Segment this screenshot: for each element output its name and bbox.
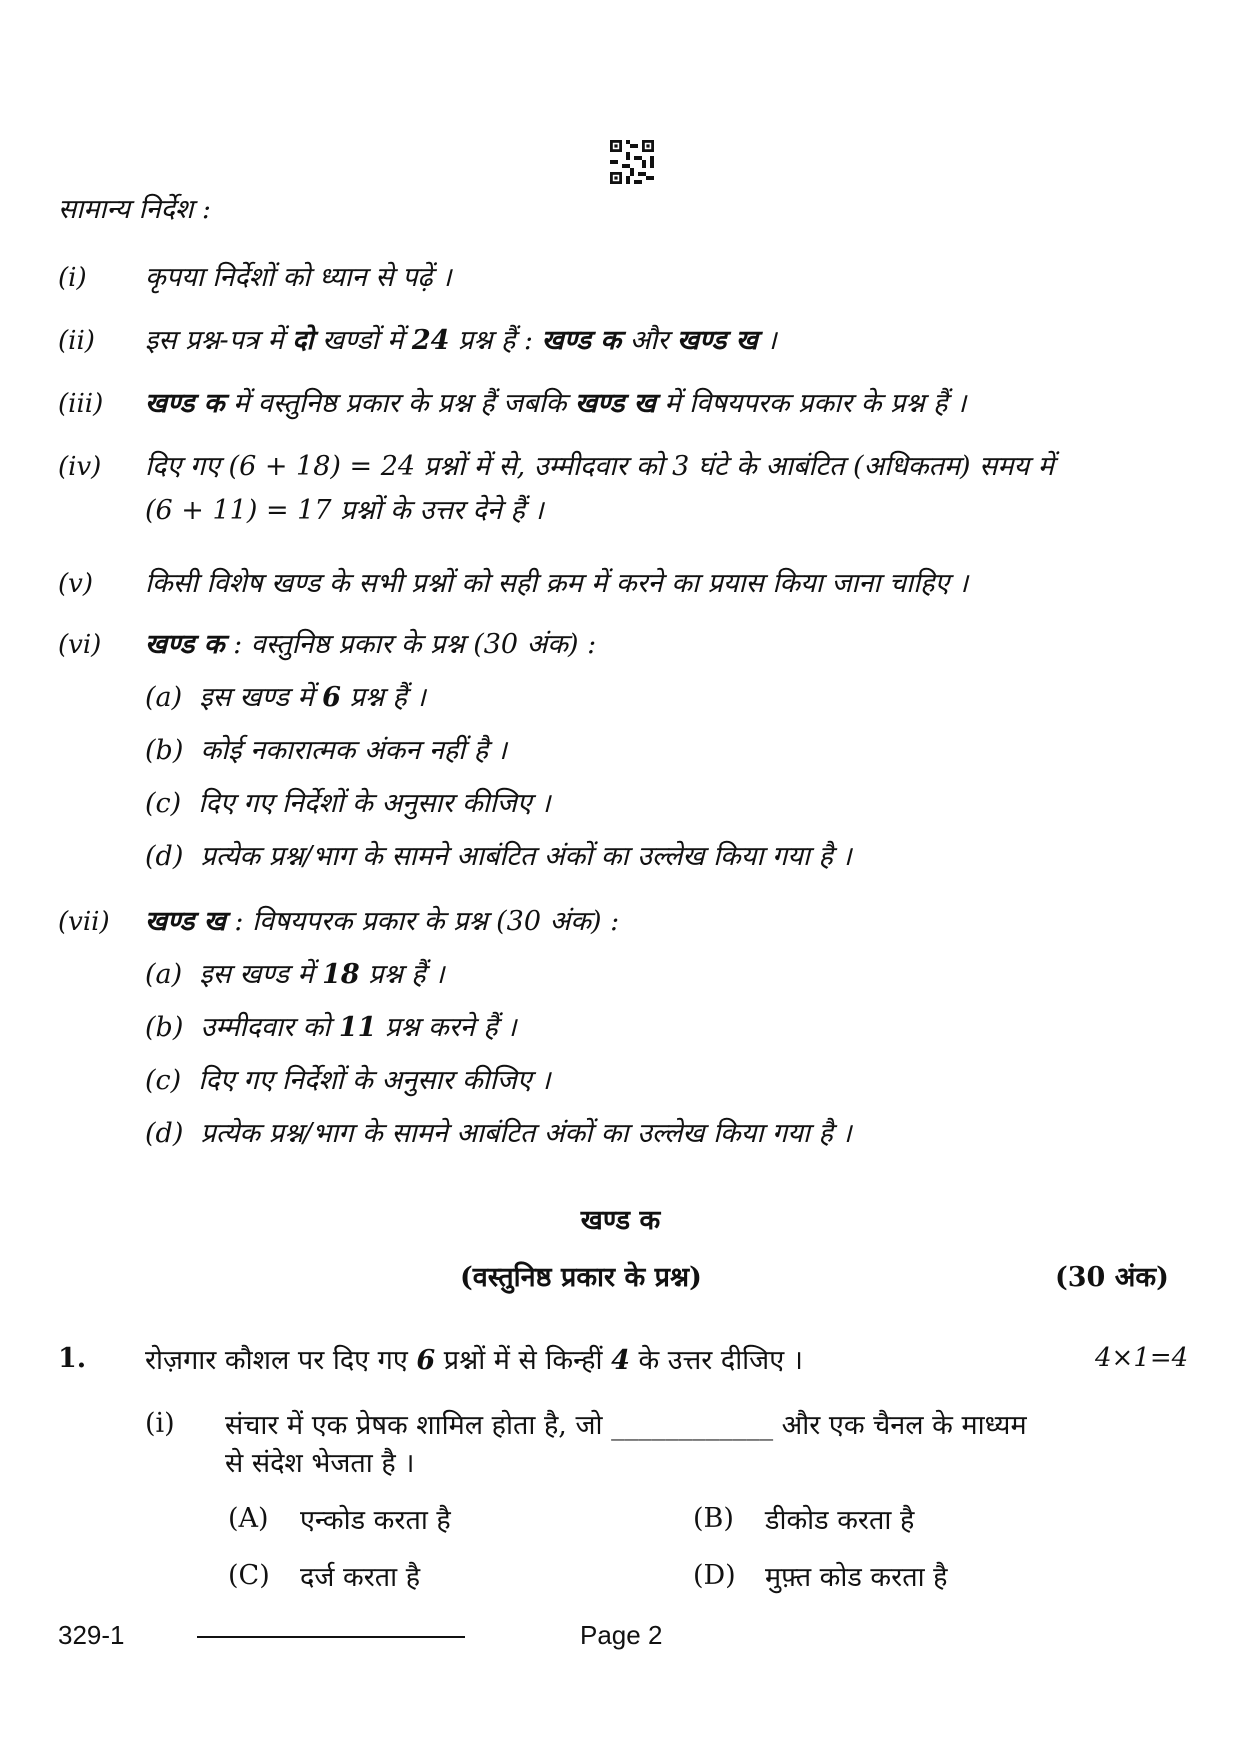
instructions-title: सामान्य निर्देश : [58,194,211,225]
section-subtitle: (वस्तुनिष्ठ प्रकार के प्रश्न) [460,1262,702,1293]
item-text: कृपया निर्देशों को ध्यान से पढ़ें । [145,262,452,293]
sub-item: (d) प्रत्येक प्रश्न/भाग के सामने आबंटित अंकों का उल्लेख किया गया है । [145,1118,852,1149]
item-text: खण्ड क में वस्तुनिष्ठ प्रकार के प्रश्न हैं जबकि खण्ड ख में विषयपरक प्रकार के प्रश्न हैं । [145,388,967,419]
item-text-line2: (6 + 11) = 17 प्रश्नों के उत्तर देने हैं । [145,495,544,526]
sub-item: (a) इस खण्ड में 18 प्रश्न हैं । [145,959,445,990]
sub-item: (b) उम्मीदवार को 11 प्रश्न करने हैं । [145,1012,517,1043]
option-label: (A) [228,1503,269,1534]
sub-item: (b) कोई नकारात्मक अंकन नहीं है । [145,735,507,766]
paper-code: 329-1 [58,1620,125,1650]
item-num: (iii) [58,389,104,419]
footer-divider [197,1636,465,1638]
option-label: (D) [693,1560,736,1591]
item-text: किसी विशेष खण्ड के सभी प्रश्नों को सही क्रम में करने का प्रयास किया जाना चाहिए । [145,568,969,599]
option-text: डीकोड करता है [765,1505,915,1536]
sub-question-line2: से संदेश भेजता है । [225,1448,415,1479]
qr-code-icon [610,140,654,184]
item-text: इस प्रश्न-पत्र में दो खण्डों में 24 प्रश्न हैं : खण्ड क और खण्ड ख । [145,325,777,356]
sub-question-line1: संचार में एक प्रेषक शामिल होता है, जो ____________ और एक चैनल के माध्यम [225,1410,1027,1441]
sub-item: (c) दिए गए निर्देशों के अनुसार कीजिए । [145,788,551,819]
section-marks: (30 अंक) [1055,1262,1169,1293]
sub-question-label: (i) [145,1408,175,1439]
answer-blank: ____________ [611,1410,774,1441]
question-text: रोज़गार कौशल पर दिए गए 6 प्रश्नों में से किन्हीं 4 के उत्तर दीजिए । [145,1345,803,1376]
option-text: दर्ज करता है [300,1562,421,1593]
question-marks: 4×1=4 [1095,1343,1189,1373]
item-num: (vii) [58,907,110,937]
sub-item: (a) इस खण्ड में 6 प्रश्न हैं । [145,682,426,713]
item-num: (iv) [58,452,102,482]
item-num: (v) [58,569,93,599]
question-number: 1. [58,1343,87,1374]
sub-item: (c) दिए गए निर्देशों के अनुसार कीजिए । [145,1065,551,1096]
item-num: (i) [58,263,87,293]
sub-item: (d) प्रत्येक प्रश्न/भाग के सामने आबंटित अंकों का उल्लेख किया गया है । [145,841,852,872]
item-text: खण्ड क : वस्तुनिष्ठ प्रकार के प्रश्न (30 अंक) : [145,629,597,660]
item-text-line1: दिए गए (6 + 18) = 24 प्रश्नों में से, उम्मीदवार को 3 घंटे के आबंटित (अधिकतम) समय में [145,451,1054,482]
item-text: खण्ड ख : विषयपरक प्रकार के प्रश्न (30 अंक) : [145,906,620,937]
option-label: (C) [228,1560,270,1591]
option-text: एन्कोड करता है [300,1505,451,1536]
option-text: मुफ़्त कोड करता है [765,1562,948,1593]
section-title: खण्ड क [580,1205,661,1236]
option-label: (B) [693,1503,734,1534]
item-num: (vi) [58,630,102,660]
page-number: Page 2 [580,1620,663,1650]
item-num: (ii) [58,326,95,356]
